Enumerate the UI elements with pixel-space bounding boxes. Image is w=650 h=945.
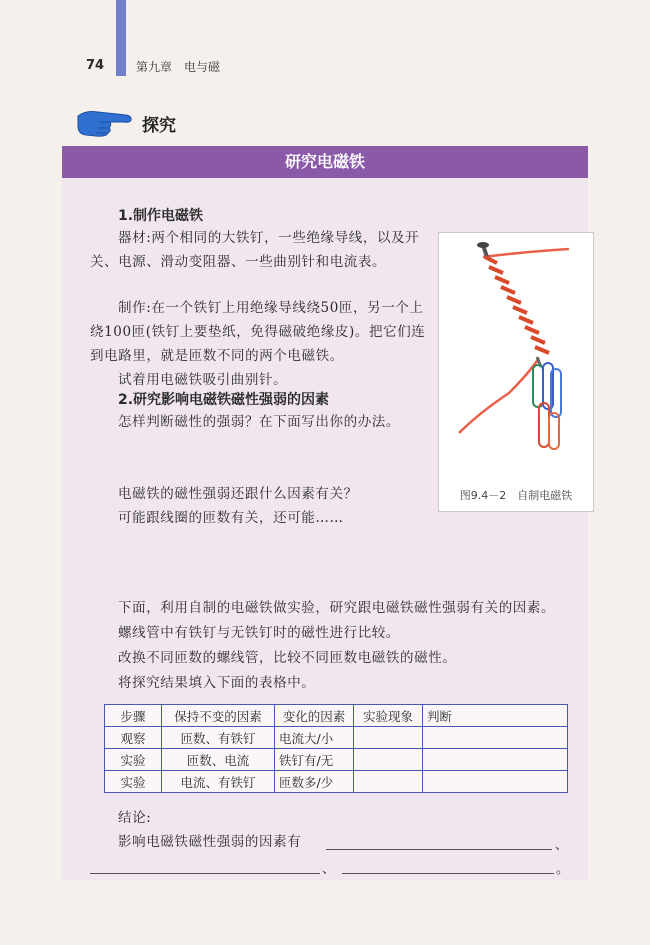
figure-caption: 图9.4－2 自制电磁铁 [459,489,573,502]
table-cell: 匝数、电流 [162,749,275,771]
table-cell: 电流、有铁钉 [162,771,275,793]
conclusion-text: 影响电磁铁磁性强弱的因素有 [118,834,302,850]
figure-electromagnet [438,232,594,512]
conclusion-separator-2: 、 [322,862,336,877]
instruction-line-1: 下面，利用自制的电磁铁做实验，研究跟电磁铁磁性强弱有关的因素。 [118,600,556,616]
table-cell-editable[interactable] [423,749,568,771]
header-cell: 保持不变的因素 [162,705,275,727]
table-cell-editable[interactable] [354,771,423,793]
conclusion-label: 结论: [118,810,152,826]
materials-text: 器材:两个相同的大铁钉，一些绝缘导线，以及开关、电源、滑动变阻器、一些曲别针和电流表。 [90,230,420,270]
try-text: 试着用电磁铁吸引曲别针。 [118,372,288,388]
results-table [104,704,568,793]
instruction-line-4: 将探究结果填入下面的表格中。 [118,675,316,691]
table-cell: 观察 [105,727,162,749]
table-row [105,771,568,793]
table-cell: 实验 [105,749,162,771]
section-banner: 研究电磁铁 [62,146,588,178]
conclusion-separator-1: 、 [555,838,569,853]
table-cell: 匝数多/少 [275,771,354,793]
table-cell: 电流大/小 [275,727,354,749]
page-number: 74 [86,58,105,73]
conclusion-blank-1[interactable] [326,849,552,850]
section1-heading: 1.制作电磁铁 [118,208,204,224]
explore-header [76,108,176,138]
header-cell: 实验现象 [354,705,423,727]
pointing-hand-icon [76,108,134,138]
factor-hint: 可能跟线圈的匝数有关，还可能…… [118,510,344,526]
chapter-title: 第九章 电与磁 [136,60,221,74]
table-cell: 匝数、有铁钉 [162,727,275,749]
strength-question: 怎样判断磁性的强弱？在下面写出你的办法。 [118,414,400,430]
table-cell-editable[interactable] [354,749,423,771]
conclusion-blank-3[interactable] [342,873,554,874]
conclusion-blank-2[interactable] [90,873,320,874]
electromagnet-illustration [439,233,593,473]
header-cell: 判断 [423,705,568,727]
chapter-accent-bar [116,0,126,76]
table-row [105,727,568,749]
table-cell: 实验 [105,771,162,793]
table-cell: 铁钉有/无 [275,749,354,771]
conclusion-end: 。 [556,862,570,877]
header-cell: 变化的因素 [275,705,354,727]
header-cell: 步骤 [105,705,162,727]
explore-label: 探究 [142,115,176,136]
factor-question: 电磁铁的磁性强弱还跟什么因素有关？ [118,486,358,502]
instruction-line-2: 螺线管中有铁钉与无铁钉时的磁性进行比较。 [118,625,400,641]
table-cell-editable[interactable] [354,727,423,749]
table-row [105,749,568,771]
table-cell-editable[interactable] [423,771,568,793]
section2-heading: 2.研究影响电磁铁磁性强弱的因素 [118,392,330,408]
method-text: 制作:在一个铁钉上用绝缘导线绕50匝，另一个上绕100匝(铁钉上要垫纸，免得磁破绝缘皮)。把它们连到电路里，就是匝数不同的两个电磁铁。 [90,300,426,364]
table-header-row [105,705,568,727]
table-cell-editable[interactable] [423,727,568,749]
instruction-line-3: 改换不同匝数的螺线管，比较不同匝数电磁铁的磁性。 [118,650,457,666]
